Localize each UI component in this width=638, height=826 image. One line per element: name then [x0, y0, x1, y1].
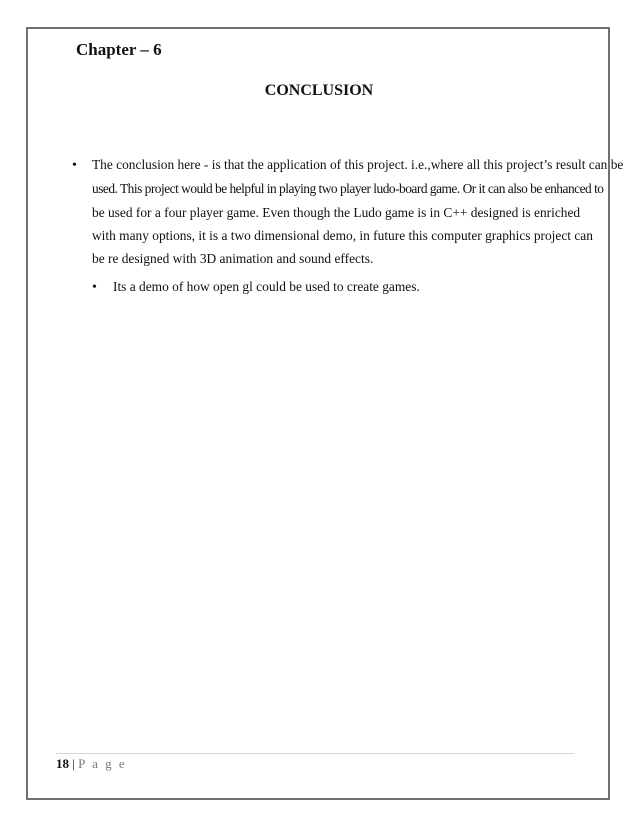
paragraph-line: with many options, it is a two dimensional demo, in future this computer graphics project can: [92, 228, 593, 243]
paragraph-line: be re designed with 3D animation and sound effects.: [92, 251, 374, 266]
page-border: [26, 27, 610, 800]
paragraph-line: be used for a four player game. Even though the Ludo game is in C++ designed is enriched: [92, 205, 581, 220]
paragraph-line: The conclusion here - is that the application of this project. i.e.,where all this project’s result can be: [92, 157, 624, 172]
bullet-icon: •: [72, 158, 77, 173]
footer-separator: |: [72, 756, 75, 771]
section-title: [0, 82, 638, 100]
paragraph-line: used. This project would be helpful in playing two player ludo-board game. Or it can also be enhanced to: [92, 181, 604, 196]
page-number: 18: [56, 756, 69, 771]
section-title-text: CONCLUSION: [264, 82, 374, 99]
paragraph-line: Its a demo of how open gl could be used to create games.: [113, 279, 420, 294]
bullet-icon: •: [92, 280, 97, 295]
page-footer: [56, 756, 127, 772]
page-label: P a g e: [78, 756, 127, 771]
footer-divider: [56, 753, 574, 754]
chapter-heading: Chapter – 6: [76, 40, 162, 59]
